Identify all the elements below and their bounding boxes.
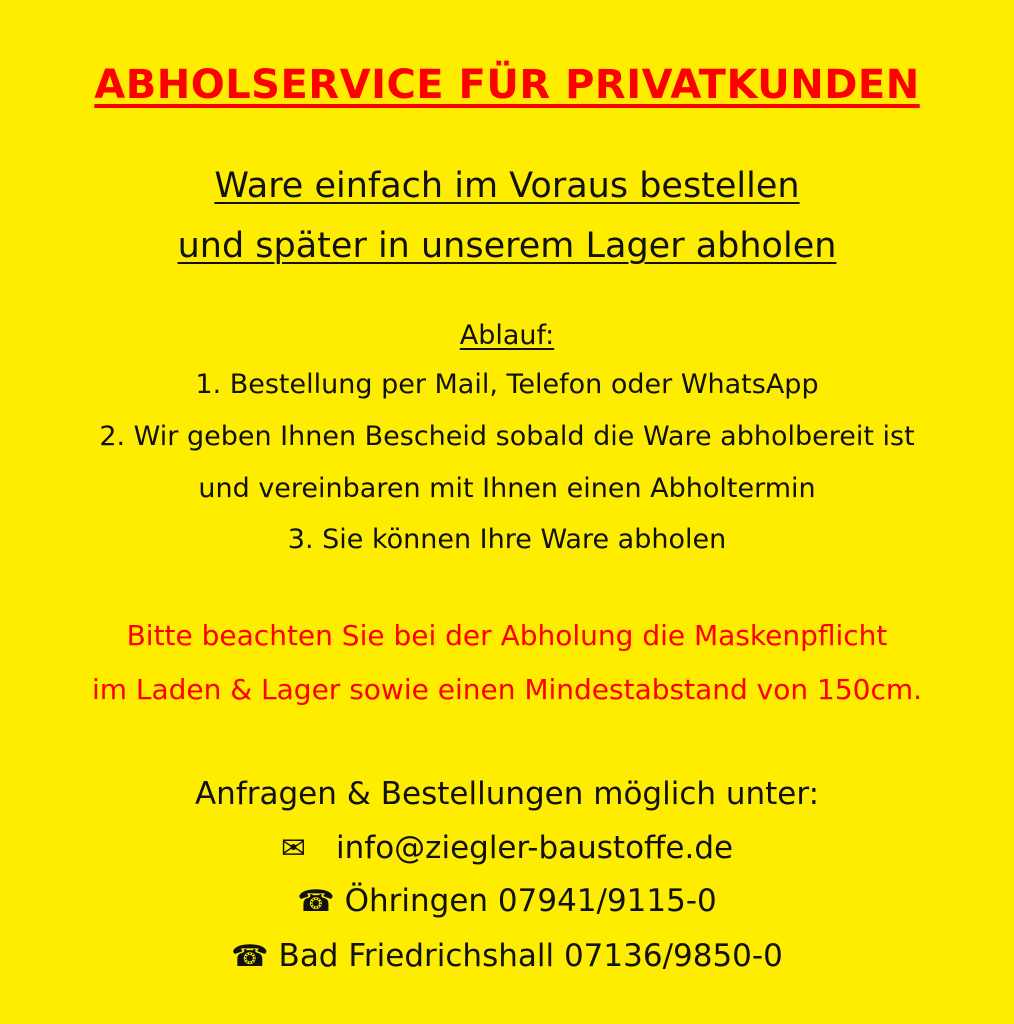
contact-phone-row-2 bbox=[0, 938, 1014, 974]
contact-email[interactable]: info@ziegler-baustoffe.de bbox=[336, 830, 734, 866]
process-step-2-continued: und vereinbaren mit Ihnen einen Abholtermin bbox=[198, 473, 816, 504]
contact-email-row bbox=[0, 830, 1014, 866]
contact-phone-bad-friedrichshall[interactable]: Bad Friedrichshall 07136/9850-0 bbox=[278, 938, 783, 974]
contact-intro: Anfragen & Bestellungen möglich unter: bbox=[194, 776, 820, 812]
envelope-icon: ✉ bbox=[280, 831, 307, 866]
telephone-icon: ☎ bbox=[297, 884, 335, 919]
subtitle-line-1: Ware einfach im Voraus bestellen bbox=[214, 166, 800, 206]
mask-notice-line-2: im Laden & Lager sowie einen Mindestabstand von 150cm. bbox=[91, 673, 923, 706]
page-title: ABHOLSERVICE FÜR PRIVATKUNDEN bbox=[94, 62, 920, 108]
process-step-3: 3. Sie können Ihre Ware abholen bbox=[287, 524, 727, 555]
process-step-2: 2. Wir geben Ihnen Bescheid sobald die Ware abholbereit ist bbox=[99, 421, 915, 452]
contact-phone-row-1 bbox=[0, 883, 1014, 919]
process-step-1: 1. Bestellung per Mail, Telefon oder WhatsApp bbox=[195, 369, 819, 400]
telephone-icon: ☎ bbox=[231, 939, 269, 974]
subtitle-line-2: und später in unserem Lager abholen bbox=[177, 226, 837, 266]
mask-notice-line-1: Bitte beachten Sie bei der Abholung die Maskenpflicht bbox=[126, 619, 888, 652]
process-heading: Ablauf: bbox=[459, 320, 555, 351]
contact-phone-oehringen[interactable]: Öhringen 07941/9115-0 bbox=[344, 883, 717, 919]
